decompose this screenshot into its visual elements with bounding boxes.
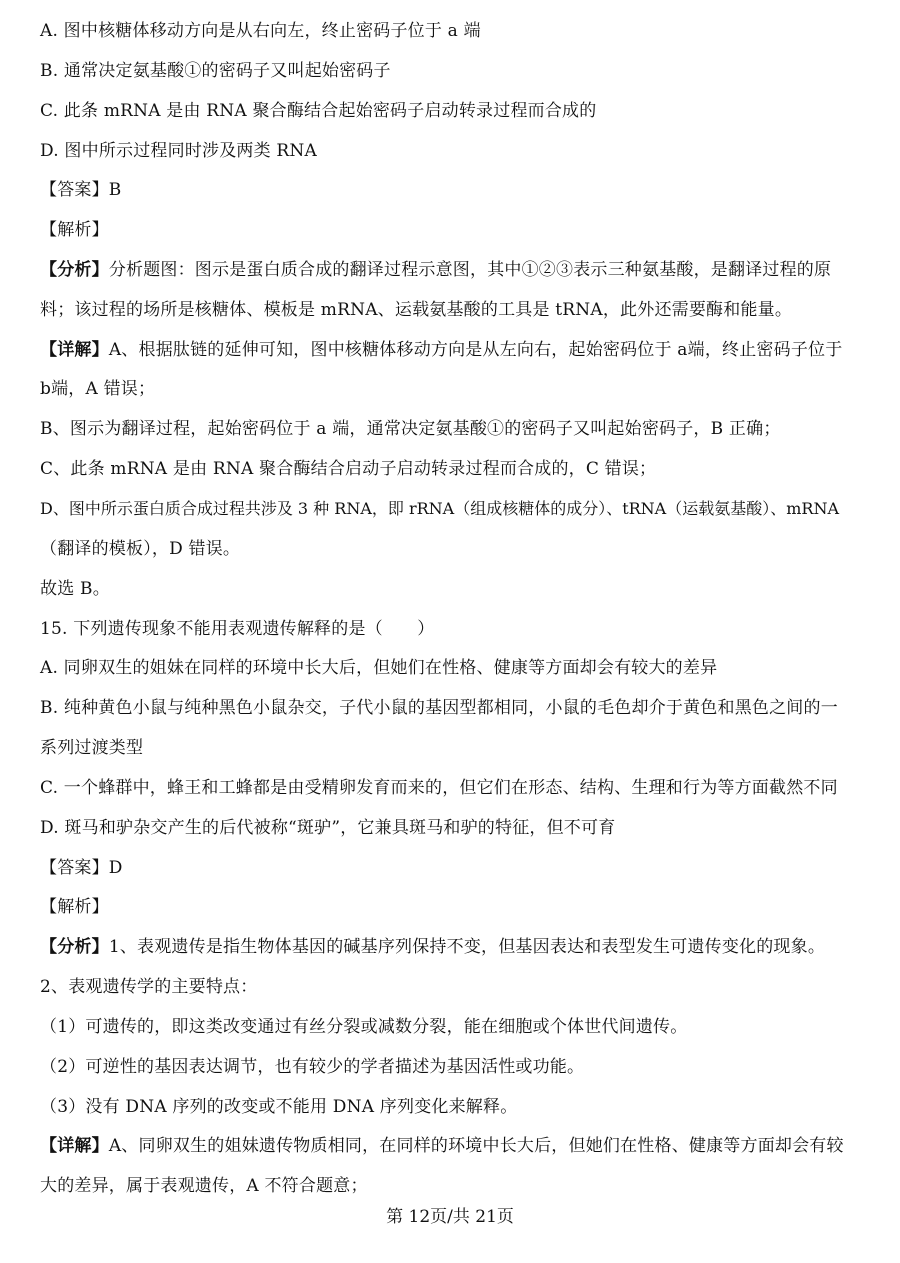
q15-feature-2: （2）可逆性的基因表达调节，也有较少的学者描述为基因活性或功能。	[40, 1057, 585, 1077]
q15-feature-3: （3）没有 DNA 序列的改变或不能用 DNA 序列变化来解释。	[40, 1097, 518, 1117]
option-c-text: C. 此条 mRNA 是由 RNA 聚合酶结合起始密码子启动转录过程而合成的	[40, 101, 597, 121]
q15-option-a: A. 同卵双生的姐妹在同样的环境中长大后，但她们在性格、健康等方面却会有较大的差异	[40, 658, 718, 678]
q15-feature-1: （1）可遗传的，即这类改变通过有丝分裂或减数分裂，能在细胞或个体世代间遗传。	[40, 1017, 688, 1037]
q15-answer-line: 【答案】D	[40, 858, 123, 878]
q15-detail-line-2: 大的差异，属于表观遗传，A 不符合题意；	[40, 1176, 368, 1196]
option-a-text: A. 图中核糖体移动方向是从右向左，终止密码子位于 a 端	[40, 21, 481, 41]
choice-conclusion: 故选 B。	[40, 579, 110, 599]
detail-tag: 【详解】	[40, 340, 109, 360]
detail-d-line-1: D、图中所示蛋白质合成过程共涉及 3 种 RNA，即 rRNA（组成核糖体的成分）、tRNA（运载氨基酸）、mRNA	[40, 499, 840, 518]
option-b-text: B. 通常决定氨基酸①的密码子又叫起始密码子	[40, 61, 391, 81]
q15-option-b-line-2: 系列过渡类型	[40, 738, 144, 758]
detail-c-line: C、此条 mRNA 是由 RNA 聚合酶结合启动子启动转录过程而合成的，C 错误；	[40, 459, 657, 479]
q15-explanation-heading: 【解析】	[40, 897, 109, 917]
explanation-heading: 【解析】	[40, 220, 109, 240]
analysis-tag: 【分析】	[40, 937, 109, 957]
detail-paragraph-line-2: b端，A 错误；	[40, 379, 156, 399]
answer-line: 【答案】B	[40, 180, 122, 200]
q15-analysis-point-2: 2、表观遗传学的主要特点：	[40, 977, 258, 997]
q15-option-b-line-1: B. 纯种黄色小鼠与纯种黑色小鼠杂交，子代小鼠的基因型都相同，小鼠的毛色却介于黄色和黑色之间的一	[40, 698, 838, 718]
q15-analysis-point-1: 【分析】1、表观遗传是指生物体基因的碱基序列保持不变，但基因表达和表型发生可遗传变化的现象。	[40, 937, 826, 957]
q15-detail-line-1: 【详解】A、同卵双生的姐妹遗传物质相同，在同样的环境中长大后，但她们在性格、健康等方面却会有较	[40, 1136, 844, 1156]
analysis-paragraph-line-1: 【分析】分析题图：图示是蛋白质合成的翻译过程示意图，其中①②③表示三种氨基酸，是翻译过程的原	[40, 260, 832, 280]
detail-b-line: B、图示为翻译过程，起始密码位于 a 端，通常决定氨基酸①的密码子又叫起始密码子，B 正确；	[40, 419, 781, 439]
page-footer: 第 12页/共 21页	[386, 1207, 514, 1227]
q15-option-c: C. 一个蜂群中，蜂王和工蜂都是由受精卵发育而来的，但它们在形态、结构、生理和行为等方面截然不同	[40, 778, 838, 798]
detail-d-line-2: （翻译的模板），D 错误。	[40, 539, 241, 559]
analysis-paragraph-line-2: 料；该过程的场所是核糖体、模板是 mRNA、运载氨基酸的工具是 tRNA，此外还需要酶和能量。	[40, 300, 793, 320]
detail-tag: 【详解】	[40, 1136, 109, 1156]
q15-option-d: D. 斑马和驴杂交产生的后代被称“斑驴”，它兼具斑马和驴的特征，但不可育	[40, 818, 616, 838]
question-15-stem: 15. 下列遗传现象不能用表观遗传解释的是（ ）	[40, 619, 435, 639]
analysis-tag: 【分析】	[40, 260, 109, 280]
option-d-text: D. 图中所示过程同时涉及两类 RNA	[40, 141, 317, 161]
detail-paragraph-line-1: 【详解】A、根据肽链的延伸可知，图中核糖体移动方向是从左向右，起始密码位于 a端，终止密码子位于	[40, 340, 843, 360]
